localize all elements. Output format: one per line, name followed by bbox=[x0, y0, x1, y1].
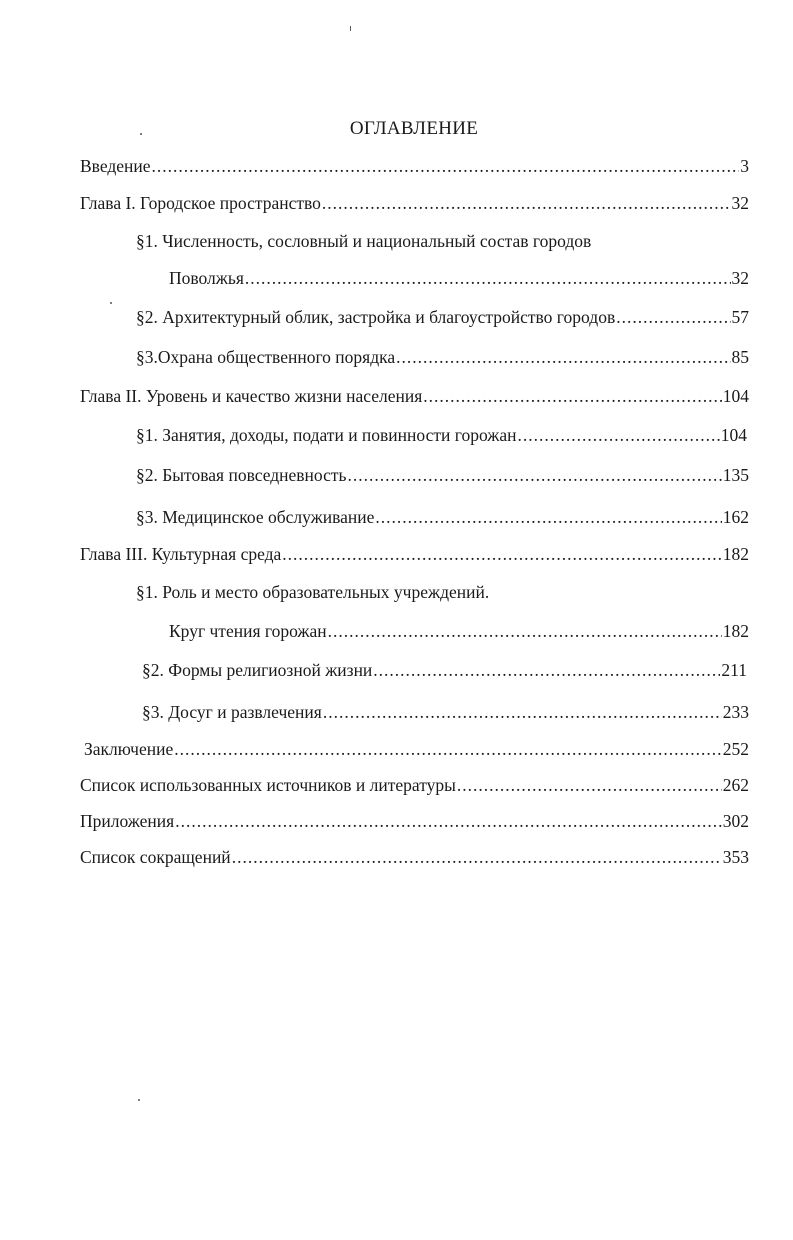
toc-heading: ОГЛАВЛЕНИЕ bbox=[349, 118, 479, 139]
toc-entry-conclusion bbox=[84, 737, 749, 761]
scan-speck bbox=[140, 133, 142, 135]
toc-entry-label: §1. Численность, сословный и национальный состав городов bbox=[136, 231, 592, 251]
toc-entry-label: §2. Формы религиозной жизни bbox=[142, 660, 373, 680]
toc-leader-dots bbox=[152, 154, 740, 178]
toc-entry-bibliography bbox=[80, 773, 749, 797]
toc-entry-1-3 bbox=[136, 345, 749, 369]
toc-leader-dots bbox=[348, 463, 722, 487]
toc-leader-dots bbox=[423, 384, 722, 408]
toc-entry-label: Глава II. Уровень и качество жизни населения bbox=[80, 386, 423, 406]
toc-entry-label: Глава I. Городское пространство bbox=[80, 193, 321, 213]
toc-leader-dots bbox=[175, 809, 722, 833]
toc-entry-page: 211 bbox=[721, 660, 747, 680]
toc-entry-page: 162 bbox=[722, 507, 749, 527]
toc-entry-chapter-1 bbox=[80, 191, 749, 215]
toc-entry-page: 104 bbox=[720, 425, 747, 445]
toc-entry-label: Глава III. Культурная среда bbox=[80, 544, 282, 564]
toc-entry-label: Приложения bbox=[80, 811, 175, 831]
toc-leader-dots bbox=[282, 542, 721, 566]
toc-entry-page: 182 bbox=[722, 544, 749, 564]
toc-entry-page: 32 bbox=[731, 268, 749, 288]
toc-entry-label: §2. Бытовая повседневность bbox=[136, 465, 347, 485]
toc-leader-dots bbox=[174, 737, 722, 761]
toc-leader-dots bbox=[373, 658, 720, 682]
toc-entry-page: 252 bbox=[722, 739, 749, 759]
toc-entry-label: §3. Медицинское обслуживание bbox=[136, 507, 375, 527]
toc-leader-dots bbox=[232, 845, 722, 869]
toc-entry-page: 104 bbox=[722, 386, 749, 406]
scan-speck bbox=[138, 1099, 140, 1101]
toc-entry-page: 302 bbox=[722, 811, 749, 831]
toc-entry-1-1-line1 bbox=[136, 229, 591, 253]
scan-speck bbox=[110, 302, 112, 304]
toc-entry-3-3 bbox=[142, 700, 749, 724]
toc-entry-page: 262 bbox=[722, 775, 749, 795]
toc-leader-dots bbox=[457, 773, 722, 797]
toc-entry-page: 233 bbox=[722, 702, 749, 722]
toc-entry-label: Поволжья bbox=[169, 268, 244, 288]
toc-leader-dots bbox=[396, 345, 730, 369]
toc-entry-label: §1. Занятия, доходы, подати и повинности горожан bbox=[136, 425, 517, 445]
toc-entry-2-3 bbox=[136, 505, 749, 529]
toc-entry-3-2 bbox=[142, 658, 747, 682]
toc-entry-2-1 bbox=[136, 423, 747, 447]
toc-leader-dots bbox=[323, 700, 722, 724]
toc-entry-page: 3 bbox=[740, 156, 749, 176]
toc-entry-label: §3.Охрана общественного порядка bbox=[136, 347, 396, 367]
toc-entry-page: 32 bbox=[731, 193, 749, 213]
toc-leader-dots bbox=[518, 423, 720, 447]
toc-leader-dots bbox=[245, 266, 731, 290]
toc-entry-page: 135 bbox=[722, 465, 749, 485]
toc-entry-page: 57 bbox=[731, 307, 749, 327]
toc-entry-page: 85 bbox=[731, 347, 749, 367]
toc-leader-dots bbox=[322, 191, 731, 215]
toc-entry-1-1-line2 bbox=[169, 266, 749, 290]
toc-entry-abbreviations bbox=[80, 845, 749, 869]
toc-entry-label: §1. Роль и место образовательных учреждений. bbox=[136, 582, 490, 602]
scan-speck bbox=[350, 26, 351, 31]
toc-entry-page: 182 bbox=[722, 621, 749, 641]
toc-leader-dots bbox=[375, 505, 721, 529]
toc-entry-introduction bbox=[80, 154, 749, 178]
toc-entry-appendices bbox=[80, 809, 749, 833]
toc-entry-page: 353 bbox=[722, 847, 749, 867]
toc-entry-3-1-line1 bbox=[136, 580, 489, 604]
toc-entry-label: Заключение bbox=[84, 739, 174, 759]
toc-leader-dots bbox=[616, 305, 730, 329]
toc-entry-label: §3. Досуг и развлечения bbox=[142, 702, 322, 722]
toc-entry-2-2 bbox=[136, 463, 749, 487]
toc-entry-chapter-2 bbox=[80, 384, 749, 408]
toc-entry-label: Круг чтения горожан bbox=[169, 621, 327, 641]
toc-leader-dots bbox=[328, 619, 722, 643]
toc-entry-label: §2. Архитектурный облик, застройка и благоустройство городов bbox=[136, 307, 616, 327]
toc-entry-label: Список сокращений bbox=[80, 847, 231, 867]
toc-entry-chapter-3 bbox=[80, 542, 749, 566]
toc-entry-label: Введение bbox=[80, 156, 151, 176]
toc-entry-1-2 bbox=[136, 305, 749, 329]
toc-entry-3-1-line2 bbox=[169, 619, 749, 643]
toc-entry-label: Список использованных источников и литературы bbox=[80, 775, 456, 795]
